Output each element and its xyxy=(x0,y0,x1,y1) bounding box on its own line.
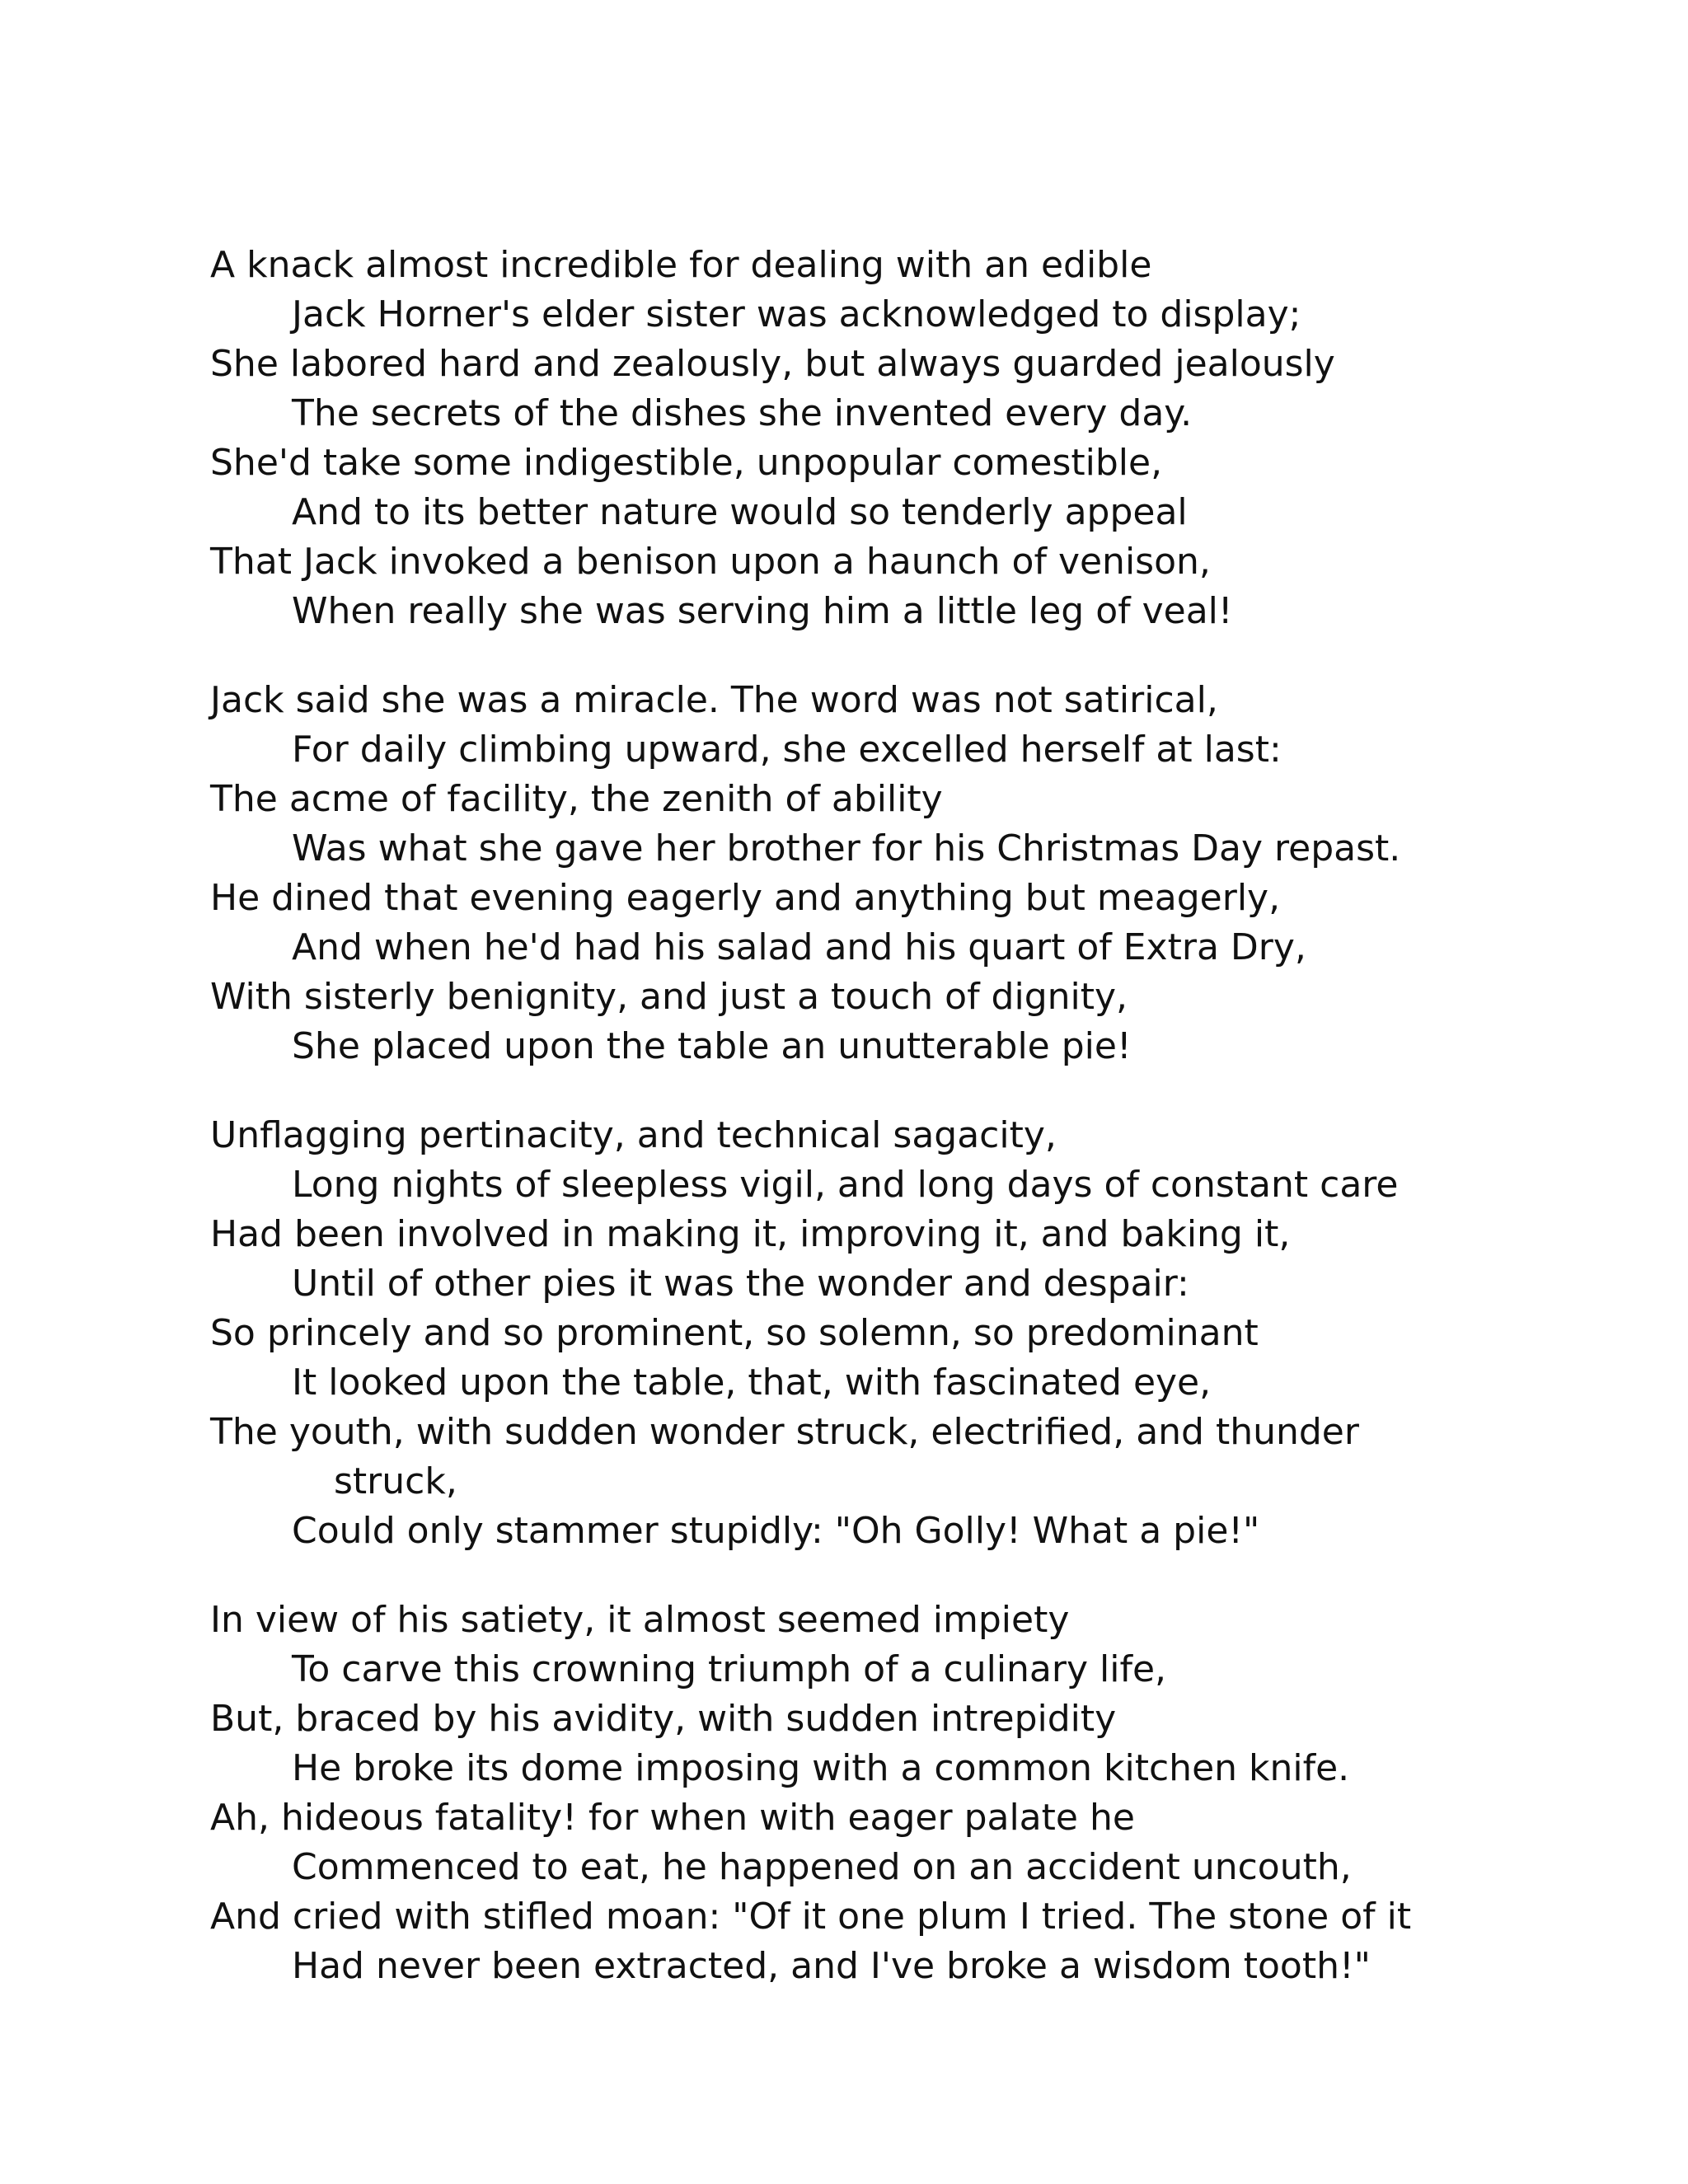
verse-line: He broke its dome imposing with a common kitchen knife. xyxy=(292,1747,1350,1789)
verse-line: The secrets of the dishes she invented every day. xyxy=(292,392,1193,434)
verse-line: But, braced by his avidity, with sudden intrepidity xyxy=(210,1698,1117,1740)
verse-line: A knack almost incredible for dealing with an edible xyxy=(210,244,1152,286)
verse-line: Commenced to eat, he happened on an accident uncouth, xyxy=(292,1846,1352,1888)
poem-body xyxy=(210,241,1611,1987)
verse-line-continuation: struck, xyxy=(334,1460,457,1502)
verse-line: In view of his satiety, it almost seemed impiety xyxy=(210,1599,1070,1641)
verse-line: And cried with stifled moan: "Of it one plum I tried. The stone of it xyxy=(210,1896,1412,1938)
verse-line: Ah, hideous fatality! for when with eager palate he xyxy=(210,1797,1135,1839)
verse-line: She labored hard and zealously, but always guarded jealously xyxy=(210,343,1335,385)
verse-line: It looked upon the table, that, with fascinated eye, xyxy=(292,1361,1212,1404)
verse-line: For daily climbing upward, she excelled herself at last: xyxy=(292,729,1282,771)
verse-line: The acme of facility, the zenith of ability xyxy=(210,778,943,820)
verse-line: He dined that evening eagerly and anything but meagerly, xyxy=(210,877,1281,919)
verse-line: Jack said she was a miracle. The word was not satirical, xyxy=(210,679,1218,721)
verse-line: Unflagging pertinacity, and technical sagacity, xyxy=(210,1114,1057,1156)
stanza xyxy=(210,241,1611,636)
verse-line: When really she was serving him a little leg of veal! xyxy=(292,590,1233,632)
verse-line: She placed upon the table an unutterable pie! xyxy=(292,1025,1132,1067)
stanza xyxy=(210,676,1611,1071)
stanza xyxy=(210,1111,1611,1556)
verse-line: Had never been extracted, and I've broke a wisdom tooth!" xyxy=(292,1945,1371,1987)
verse-line: To carve this crowning triumph of a culinary life, xyxy=(292,1648,1167,1690)
verse-line: She'd take some indigestible, unpopular comestible, xyxy=(210,442,1163,484)
verse-line: Was what she gave her brother for his Christmas Day repast. xyxy=(292,827,1401,869)
verse-line: The youth, with sudden wonder struck, electrified, and thunder xyxy=(210,1411,1359,1453)
stanza xyxy=(210,1596,1611,1991)
verse-line: Could only stammer stupidly: "Oh Golly! What a pie!" xyxy=(292,1510,1260,1552)
verse-line: Until of other pies it was the wonder and despair: xyxy=(292,1263,1189,1305)
verse-line: Long nights of sleepless vigil, and long days of constant care xyxy=(292,1164,1399,1206)
verse-line: That Jack invoked a benison upon a haunch of venison, xyxy=(210,541,1211,583)
verse-line: So princely and so prominent, so solemn, so predominant xyxy=(210,1312,1259,1354)
verse-line: Jack Horner's elder sister was acknowledged to display; xyxy=(292,293,1301,335)
verse-line: Had been involved in making it, improving it, and baking it, xyxy=(210,1213,1291,1255)
verse-line: And when he'd had his salad and his quart of Extra Dry, xyxy=(292,926,1306,968)
verse-line: With sisterly benignity, and just a touch of dignity, xyxy=(210,976,1128,1018)
verse-line: And to its better nature would so tenderly appeal xyxy=(292,491,1188,533)
